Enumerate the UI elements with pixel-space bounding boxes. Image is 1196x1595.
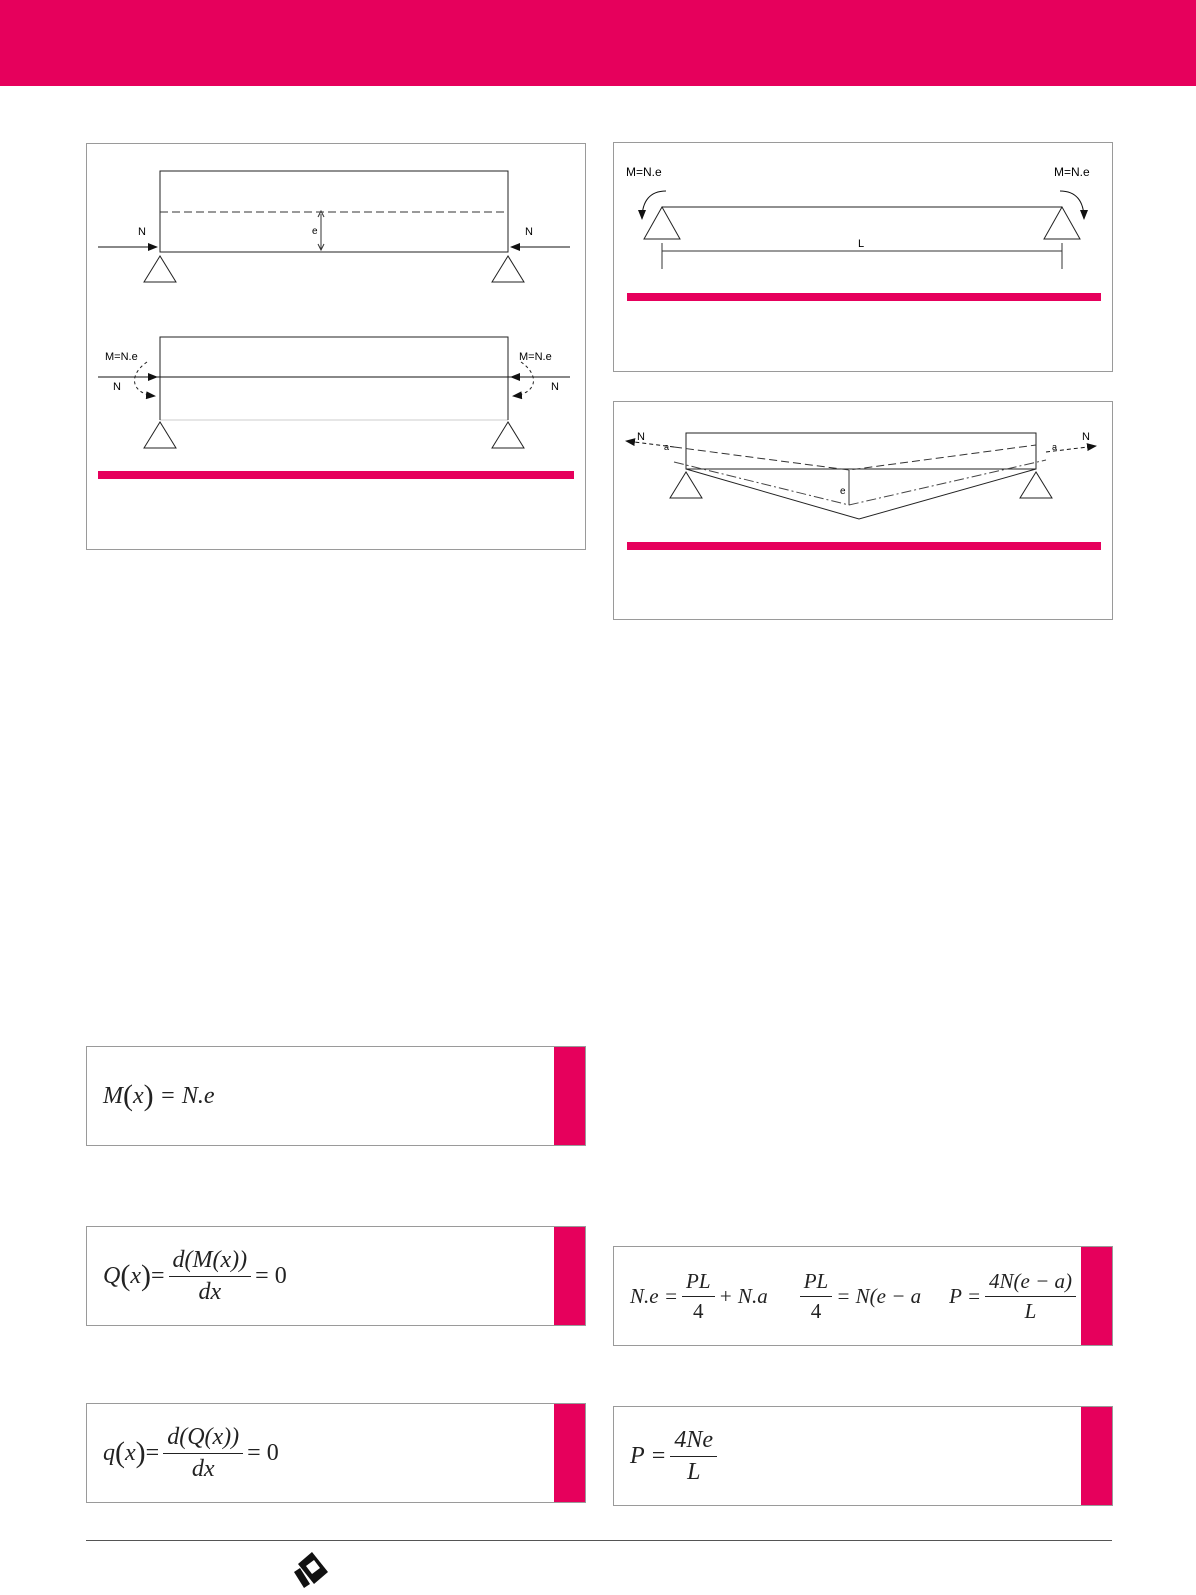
figure-end-moments [613, 142, 1113, 372]
axial-right-label: N [551, 381, 559, 393]
header-bar [0, 0, 1196, 86]
load-right-label: N [525, 226, 533, 238]
equation-number-tab [554, 1047, 585, 1145]
fraction: $\frac{PL}{4}$ [682, 1269, 715, 1324]
equation-result-text: P = $\frac{4Ne}{L}$ [630, 1407, 721, 1505]
load-left-label: N [138, 226, 146, 238]
moment-right-label: M=N.e [519, 351, 552, 363]
equation-moment-text: M ( x ) = N.e [103, 1079, 215, 1112]
caption-bar [98, 471, 574, 479]
figure-eccentric-load [86, 143, 586, 550]
fraction: $\frac{PL}{4}$ [800, 1269, 833, 1324]
eccentricity-label: e [840, 486, 846, 497]
figure-deflected-beam [613, 401, 1113, 620]
equation-balance [613, 1246, 1113, 1346]
eccentric-load-diagram [87, 144, 587, 551]
axial-left-label: N [113, 381, 121, 393]
support-left [644, 207, 680, 239]
support-right-bottom [492, 422, 524, 448]
caption-bar [627, 293, 1101, 301]
equation-result [613, 1406, 1113, 1506]
equation-shear [86, 1226, 586, 1326]
fraction: $\frac{4Ne}{L}$ [670, 1427, 717, 1486]
moment-left-label: M=N.e [626, 165, 662, 179]
offset-left-label: a [664, 442, 670, 452]
equation-number-tab [1081, 1247, 1112, 1345]
fraction: $\frac{4N(e - a)}{L}$ [985, 1269, 1076, 1324]
end-moments-diagram [614, 143, 1114, 373]
equation-number-tab [554, 1227, 585, 1325]
fraction: $\frac{d(M(x))}{dx}$ [169, 1247, 252, 1306]
offset-right-label: a [1052, 442, 1058, 452]
publisher-logo-icon [292, 1550, 332, 1590]
load-left-label: N [637, 431, 645, 443]
caption-bar [627, 542, 1101, 550]
support-right [1044, 207, 1080, 239]
footer-divider [86, 1540, 1112, 1541]
equation-load-text: q ( x ) = $\frac{d(Q(x))}{dx}$ = 0 [103, 1423, 279, 1482]
equation-number-tab [554, 1404, 585, 1502]
load-right-label: N [1082, 431, 1090, 443]
support-left-bottom [144, 422, 176, 448]
fraction: $\frac{d(Q(x))}{dx}$ [163, 1424, 243, 1483]
support-right [1020, 472, 1052, 498]
deflected-beam-diagram [614, 402, 1114, 621]
equation-load [86, 1403, 586, 1503]
equation-moment [86, 1046, 586, 1146]
eccentricity-label: e [312, 226, 318, 237]
support-right-top [492, 256, 524, 282]
moment-right-label: M=N.e [1054, 165, 1090, 179]
equation-shear-text: Q ( x ) = $\frac{d(M(x))}{dx}$ = 0 [103, 1246, 287, 1305]
support-left [670, 472, 702, 498]
equation-number-tab [1081, 1407, 1112, 1505]
support-left-top [144, 256, 176, 282]
moment-left-label: M=N.e [105, 351, 138, 363]
span-label: L [858, 238, 865, 250]
equation-balance-text: N.e = $\frac{PL}{4}$ + N.a $\frac{PL}{4}$ = N(e − a P = $\frac{4N(e - a)}{L}$ [630, 1247, 1080, 1345]
